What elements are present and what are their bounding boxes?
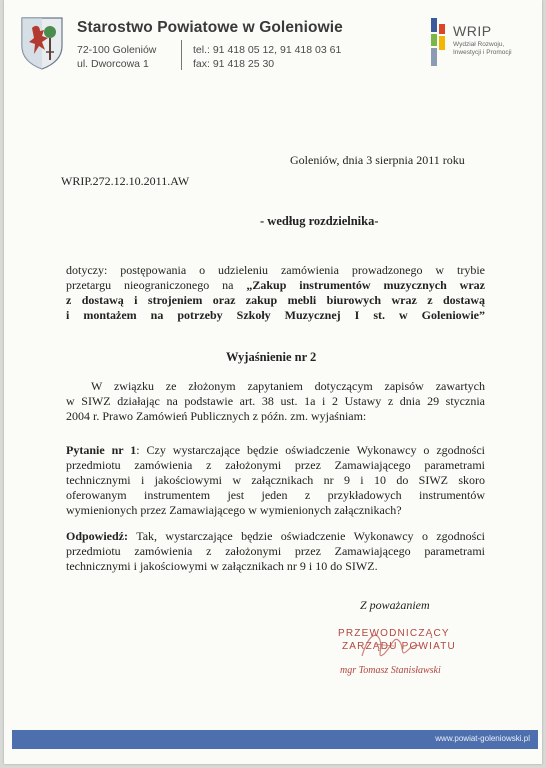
answer-line-3: technicznymi i jakościowymi w załącznikach nr 9 i 10 do SIWZ.: [66, 559, 378, 573]
wrip-subtitle-line-1: Wydział Rozwoju,: [453, 41, 505, 48]
header-divider: [181, 40, 182, 70]
organization-contact: [193, 43, 341, 71]
footer-bar: [12, 730, 538, 749]
question-line-1: [66, 443, 485, 458]
clarification-heading: Wyjaśnienie nr 2: [226, 350, 317, 364]
subject-line-2: [66, 278, 485, 293]
closing-regards: Z poważaniem: [360, 598, 430, 612]
question-line-3: technicznymi i jakościowymi w załącznikach nr 9 i 10 do SIWZ skoro: [66, 473, 485, 487]
wrip-subtitle: [453, 41, 533, 57]
phone-numbers: tel.: 91 418 05 12, 91 418 03 61: [193, 44, 342, 56]
organization-address: [77, 43, 156, 71]
answer-line-1-text: Tak, wystarczające będzie oświadczenie Wykonawcy o zgodności: [128, 529, 485, 543]
subject-line-2-bold: „Zakup instrumentów muzycznych wraz: [246, 278, 485, 292]
subject-line-1: dotyczy: postępowania o udzieleniu zamówienia prowadzonego w trybie: [66, 263, 485, 277]
intro-line-3: 2004 r. Prawo Zamówień Publicznych z późn. zm. wyjaśniam:: [66, 409, 367, 423]
question-line-2: przedmiotu zamówienia z założonymi przez Zamawiającego parametrami: [66, 458, 485, 472]
address-line-1: 72-100 Goleniów: [77, 44, 157, 56]
answer-label: Odpowiedź:: [66, 529, 129, 543]
wrip-subtitle-line-2: Inwestycji i Promocji: [453, 49, 512, 56]
question-line-1-text: : Czy wystarczające będzie oświadczenie Wykonawcy o zgodności: [136, 443, 485, 457]
intro-line-1: W związku ze złożonym zapytaniem dotyczącym zapisów zawartych: [91, 379, 485, 393]
footer-website-url: www.powiat-goleniowski.pl: [435, 734, 530, 743]
letter-page: [4, 0, 542, 764]
answer-line-1: [66, 529, 485, 544]
wrip-logo-icon: [429, 16, 449, 72]
subject-line-4: i montażem na potrzeby Szkoły Muzycznej I st. w Goleniowie”: [66, 308, 485, 322]
subject-line-3: z dostawą i strojeniem oraz zakup mebli biurowych wraz z dostawą: [66, 293, 485, 307]
organization-name: Starostwo Powiatowe w Goleniowie: [77, 19, 343, 36]
question-paragraph: [66, 443, 485, 518]
answer-paragraph: [66, 529, 485, 574]
wrip-title: WRIP: [453, 23, 492, 39]
fax-number: fax: 91 418 25 30: [193, 58, 275, 70]
stamp-title-line-2: ZARZĄDU POWIATU: [342, 641, 456, 652]
subject-line-2-plain: przetargu nieograniczonego na: [66, 278, 247, 292]
intro-paragraph: [66, 379, 485, 424]
coat-of-arms-icon: [20, 16, 64, 70]
recipients-line: - według rozdzielnika-: [260, 214, 379, 228]
question-line-5: wymienionych przez Zamawiającego w wymienionych załącznikach?: [66, 503, 402, 517]
subject-paragraph: [66, 263, 485, 323]
intro-line-2: w SIWZ działając na podstawie art. 38 ust. 1a i 2 Ustawy z dnia 29 stycznia: [66, 394, 485, 408]
place-and-date: Goleniów, dnia 3 sierpnia 2011 roku: [290, 153, 465, 167]
question-label: Pytanie nr 1: [66, 443, 137, 457]
reference-number: WRIP.272.12.10.2011.AW: [61, 174, 190, 188]
stamp-signatory-name: mgr Tomasz Stanisławski: [340, 665, 441, 676]
question-line-4: oferowanym instrumentem jest jeden z przykładowych instrumentów: [66, 488, 485, 502]
address-line-2: ul. Dworcowa 1: [77, 58, 149, 70]
stamp-title-line-1: PRZEWODNICZĄCY: [338, 628, 450, 639]
answer-line-2: przedmiotu zamówienia z założonymi przez Zamawiającego parametrami: [66, 544, 485, 558]
